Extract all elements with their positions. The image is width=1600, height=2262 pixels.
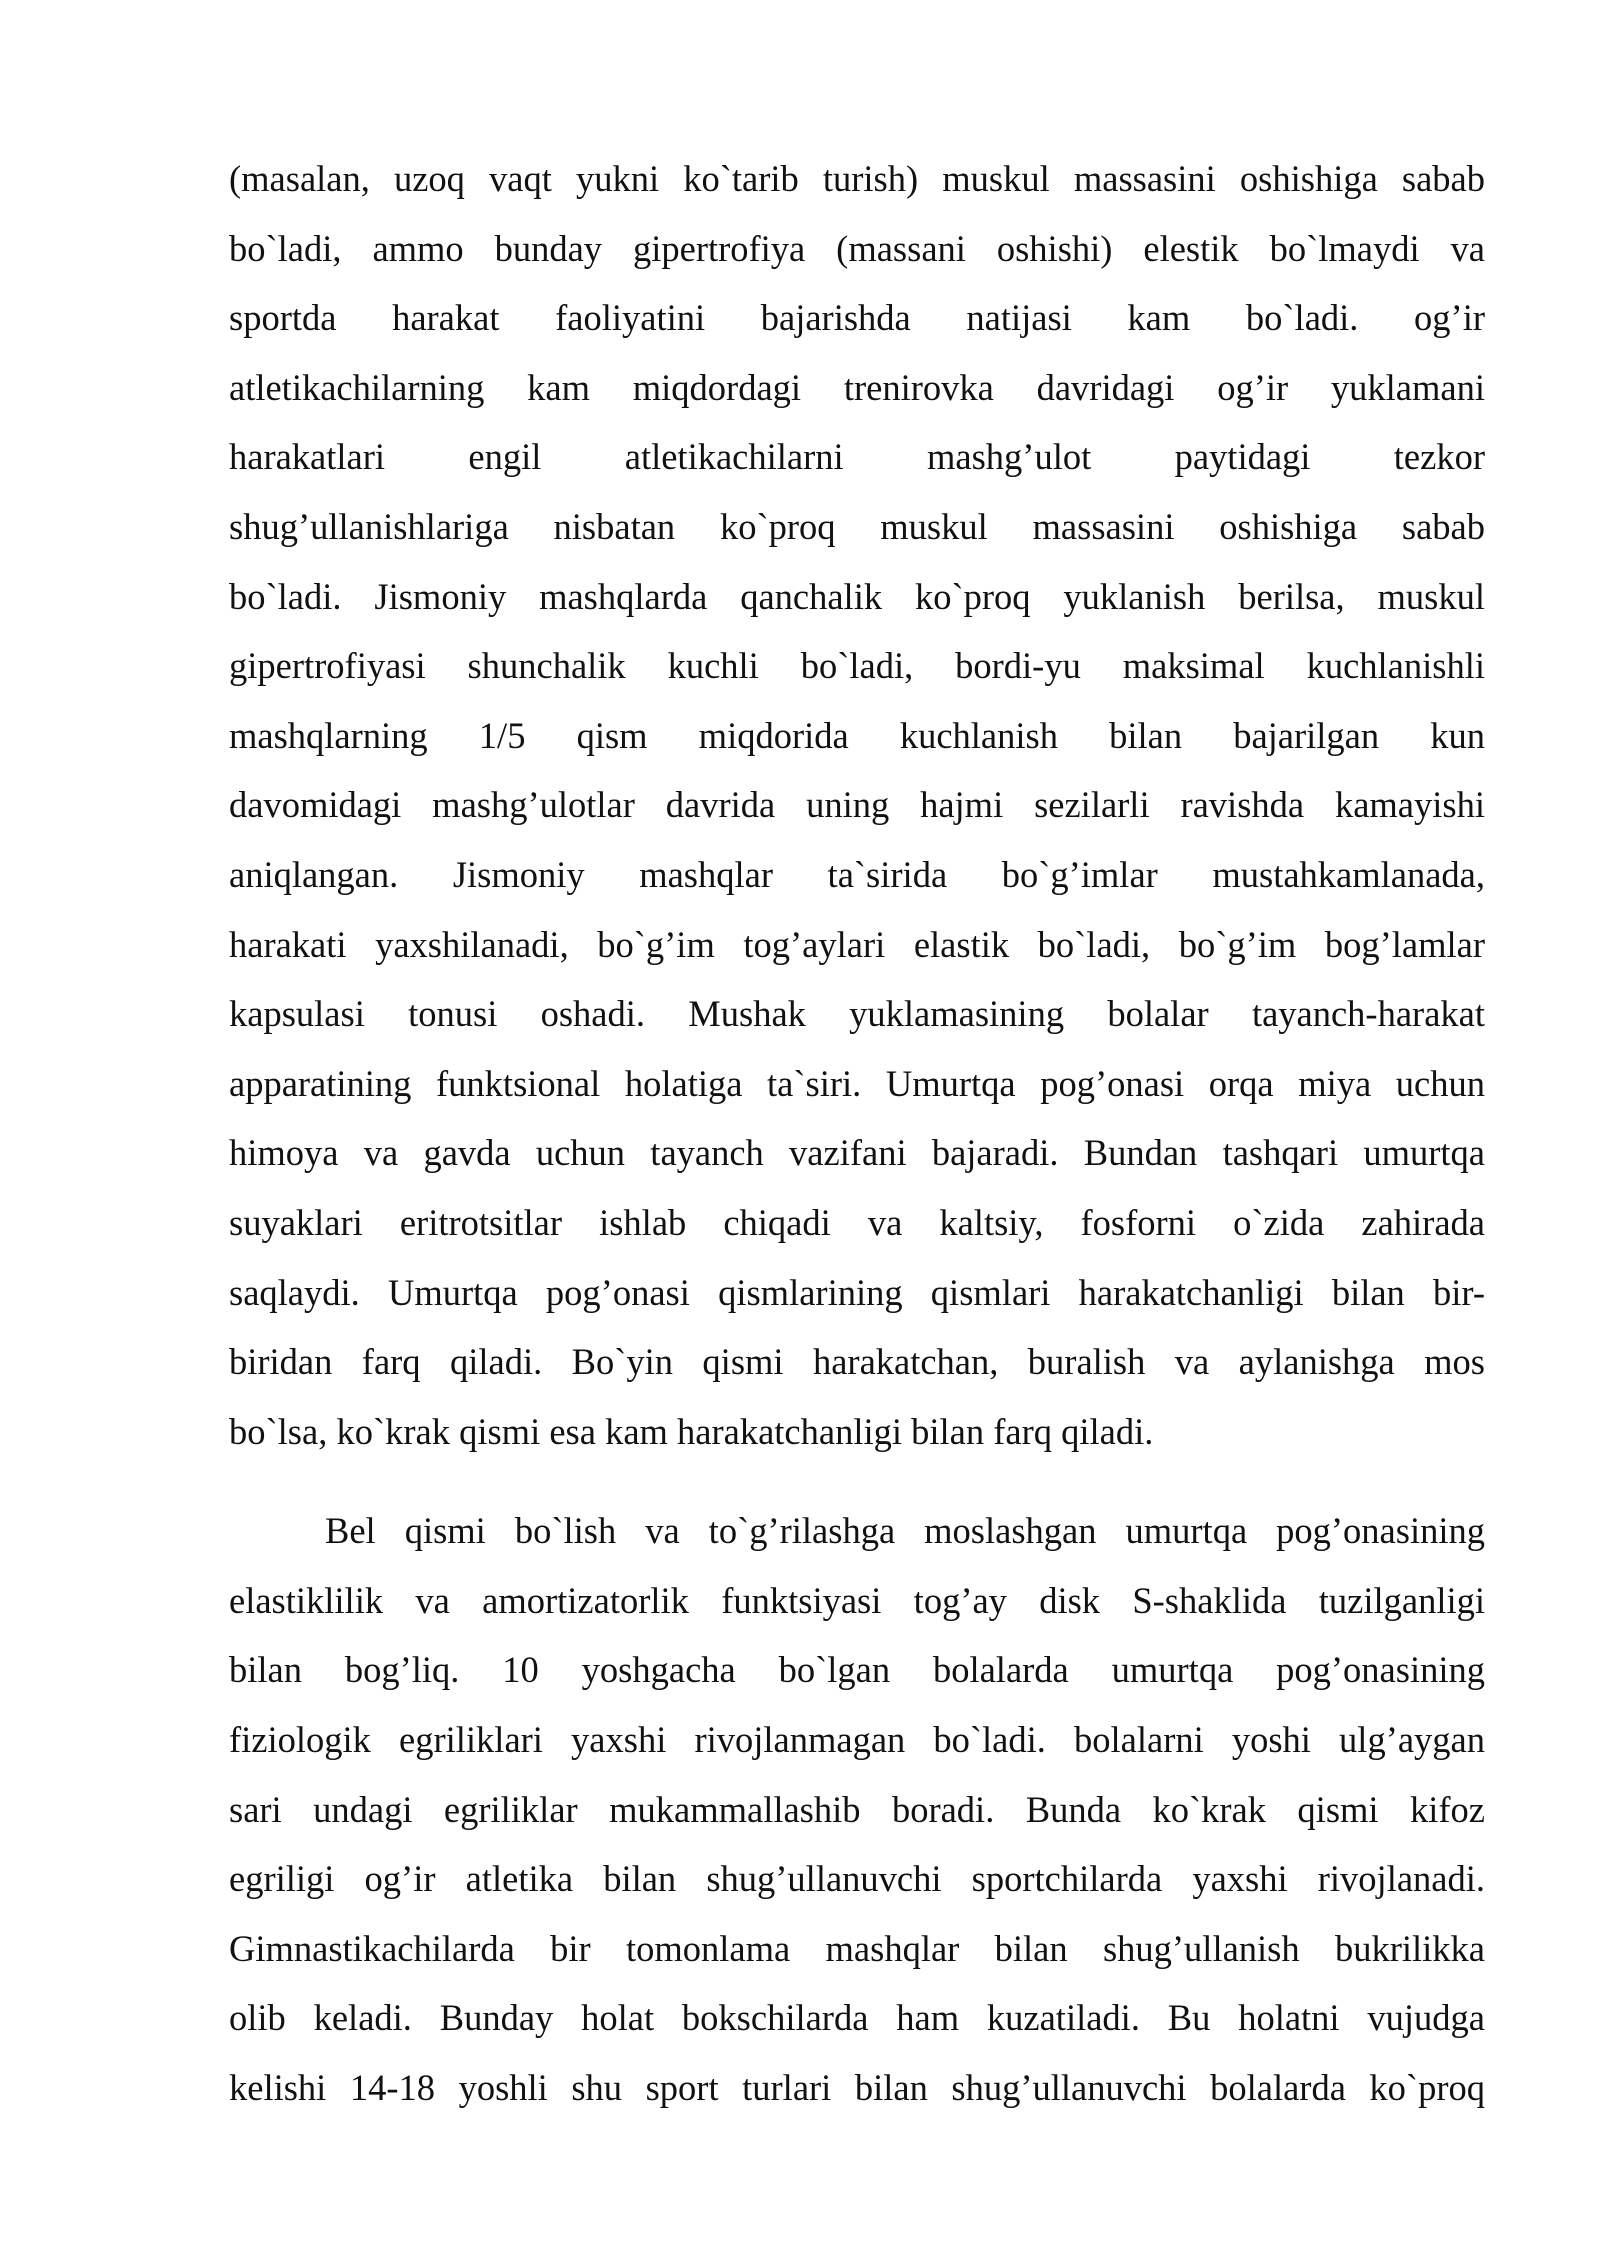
paragraph-spacer (229, 1466, 1485, 1496)
body-text (229, 144, 1485, 2123)
text-line: olib keladi. Bunday holat bokschilarda ham kuzatiladi. Bu holatni vujudga (229, 1997, 1485, 2039)
text-line: apparatining funktsional holatiga ta`siri. Umurtqa pog’onasi orqa miya uchun (229, 1062, 1485, 1104)
text-line: harakati yaxshilanadi, bo`g’im tog’aylari elastik bo`ladi, bo`g’im bog’lamlar (229, 923, 1485, 965)
text-line: bo`ladi. Jismoniy mashqlarda qanchalik ko`proq yuklanish berilsa, muskul (229, 575, 1485, 617)
text-line: suyaklari eritrotsitlar ishlab chiqadi va kaltsiy, fosforni o`zida zahirada (229, 1201, 1485, 1243)
text-line: kapsulasi tonusi oshadi. Mushak yuklamasining bolalar tayanch-harakat (229, 993, 1485, 1035)
text-line: bo`lsa, ko`krak qismi esa kam harakatchanligi bilan farq qiladi. (229, 1410, 1154, 1452)
text-line: sari undagi egriliklar mukammallashib boradi. Bunda ko`krak qismi kifoz (229, 1788, 1485, 1830)
text-line: Gimnastikachilarda bir tomonlama mashqlar bilan shug’ullanish bukrilikka (229, 1927, 1485, 1969)
paragraph-1 (229, 144, 1485, 1466)
text-line: kelishi 14-18 yoshli shu sport turlari bilan shug’ullanuvchi bolalarda ko`proq (229, 2067, 1485, 2109)
paragraph-2 (229, 1496, 1485, 2122)
text-line: harakatlari engil atletikachilarni mashg’ulot paytidagi tezkor (229, 436, 1485, 478)
text-line: elastiklilik va amortizatorlik funktsiyasi tog’ay disk S-shaklida tuzilganligi (229, 1579, 1485, 1621)
text-line: (masalan, uzoq vaqt yukni ko`tarib turish) muskul massasini oshishiga sabab (229, 158, 1485, 199)
text-line: mashqlarning 1/5 qism miqdorida kuchlanish bilan bajarilgan kun (229, 714, 1485, 756)
text-line: bo`ladi, ammo bunday gipertrofiya (massani oshishi) elestik bo`lmaydi va (229, 227, 1485, 269)
text-line: shug’ullanishlariga nisbatan ko`proq muskul massasini oshishiga sabab (229, 505, 1485, 547)
text-line: Bel qismi bo`lish va to`g’rilashga moslashgan umurtqa pog’onasining (325, 1510, 1485, 1552)
text-line: fiziologik egriliklari yaxshi rivojlanmagan bo`ladi. bolalarni yoshi ulg’aygan (229, 1719, 1485, 1761)
text-line: himoya va gavda uchun tayanch vazifani bajaradi. Bundan tashqari umurtqa (229, 1132, 1485, 1174)
text-line: egriligi og’ir atletika bilan shug’ullanuvchi sportchilarda yaxshi rivojlanadi. (229, 1858, 1485, 1900)
text-line: bilan bog’liq. 10 yoshgacha bo`lgan bolalarda umurtqa pog’onasining (229, 1649, 1485, 1691)
text-line: aniqlangan. Jismoniy mashqlar ta`sirida bo`g’imlar mustahkamlanada, (229, 853, 1485, 895)
text-line: davomidagi mashg’ulotlar davrida uning hajmi sezilarli ravishda kamayishi (229, 784, 1485, 826)
text-line: gipertrofiyasi shunchalik kuchli bo`ladi, bordi-yu maksimal kuchlanishli (229, 645, 1485, 687)
text-line: atletikachilarning kam miqdordagi trenirovka davridagi og’ir yuklamani (229, 366, 1485, 408)
text-line: sportda harakat faoliyatini bajarishda natijasi kam bo`ladi. og’ir (229, 297, 1485, 339)
text-line: saqlaydi. Umurtqa pog’onasi qismlarining qismlari harakatchanligi bilan bir- (229, 1271, 1485, 1313)
text-line: biridan farq qiladi. Bo`yin qismi harakatchan, buralish va aylanishga mos (229, 1341, 1485, 1383)
